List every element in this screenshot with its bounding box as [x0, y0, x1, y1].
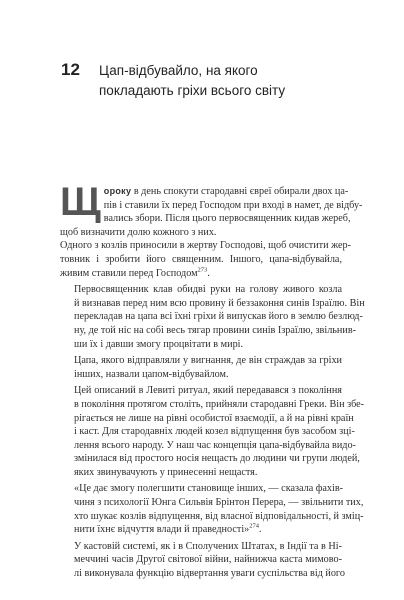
chapter-number: 12	[61, 60, 80, 79]
text-line: рігається не лише на рівні особистої взаємодії, а й на рівні країн	[74, 412, 354, 424]
text-line: «Це дає змогу полегшити становище інших, — сказала фахів-	[74, 483, 344, 495]
text-line: хто шукає козлів відпущення, від власної відповідальності, й зміц-	[74, 510, 364, 522]
text-line: змінилася від простого носія нещасть до людини чи групи людей,	[74, 453, 360, 465]
text-line: лення всього народу. У наш час концепція цапа-відбувайла видо-	[74, 439, 356, 451]
text-line: Цей описаний в Левиті ритуал, який передавався з покоління	[74, 385, 342, 397]
chapter-title	[99, 61, 359, 101]
text-line: У кастовій системі, як і в Сполучених Штатах, в Індії та в Ні-	[74, 540, 342, 552]
text-line: перекладав на цапа всі їхні гріхи й випускав його в землю безлюд-	[74, 311, 363, 323]
text-line: лі виконувала функцію відвертання уваги суспільства від його	[74, 568, 345, 580]
drop-cap: Щ	[60, 180, 101, 224]
chapter-title-line: Цап-відбувайло, на якого	[99, 63, 258, 78]
text-line: яких звинувачують у принесенні нещастя.	[74, 466, 258, 478]
paragraph	[60, 540, 345, 581]
paragraph	[60, 283, 365, 351]
text-line: інших, назвали цапом-відбувайлом.	[74, 368, 229, 380]
text-line: ороку в день спокути стародавні євреї обирали двох ца-	[103, 186, 349, 197]
text-line: Цапа, якого відправляли у вигнання, де він страждав за гріхи	[74, 355, 342, 367]
footnote-ref: 274	[249, 522, 259, 530]
footnote-ref: 273	[197, 266, 208, 274]
text-line: мeччині часів Другої світової війни, найнижча каста мимово-	[74, 554, 342, 566]
paragraph	[60, 354, 342, 381]
lead-word: ороку	[103, 186, 132, 196]
text-line: Одного з козлів приносили в жертву Господові, щоб очистити жер-	[60, 240, 352, 252]
text-line: вались збори. Після цього первосвященник кидав жереб,	[103, 213, 351, 225]
paragraph	[60, 180, 363, 239]
text-line: і каст. Для стародавніх людей козел відпущення був засобом зці-	[74, 426, 355, 438]
text-line: й визнавав перед ним всю провину й беззаконня синів Ізраїлю. Він	[74, 297, 365, 309]
chapter-title-line: покладають гріхи всього світу	[99, 83, 286, 98]
paragraph	[60, 384, 365, 479]
text-line: щоб визначити долю кожного з них.	[60, 226, 217, 238]
text-line: пів і ставили їх перед Господом при вході в намет, де відбу-	[103, 199, 363, 211]
paragraph	[60, 482, 364, 536]
text-line: нити їхнє відчуття влади й праведності»$^{274}$.	[74, 522, 262, 536]
text-line: в покоління протягом століть, прийняли стародавні Греки. Він збе-	[74, 398, 365, 410]
text-line: ну, де той ніс на собі весь тягар провини синів Ізраїлю, звільнив-	[74, 324, 357, 336]
text-line: Первосвященник клав обидві руки на голову живого козла	[74, 284, 342, 296]
text-line: чиня з психології Юнга Сильвія Брінтон Перера, — звільнити тих,	[74, 497, 364, 509]
text-line: живим ставили перед Господом$^{273}$.	[60, 266, 210, 279]
text-line: ши їх і давши змогу процвітати в мирі.	[74, 338, 244, 350]
paragraph	[60, 239, 352, 280]
body-text	[60, 180, 365, 581]
text-line: товник і зробити його священним. Іншого, цапа-відбувайла,	[60, 253, 342, 265]
